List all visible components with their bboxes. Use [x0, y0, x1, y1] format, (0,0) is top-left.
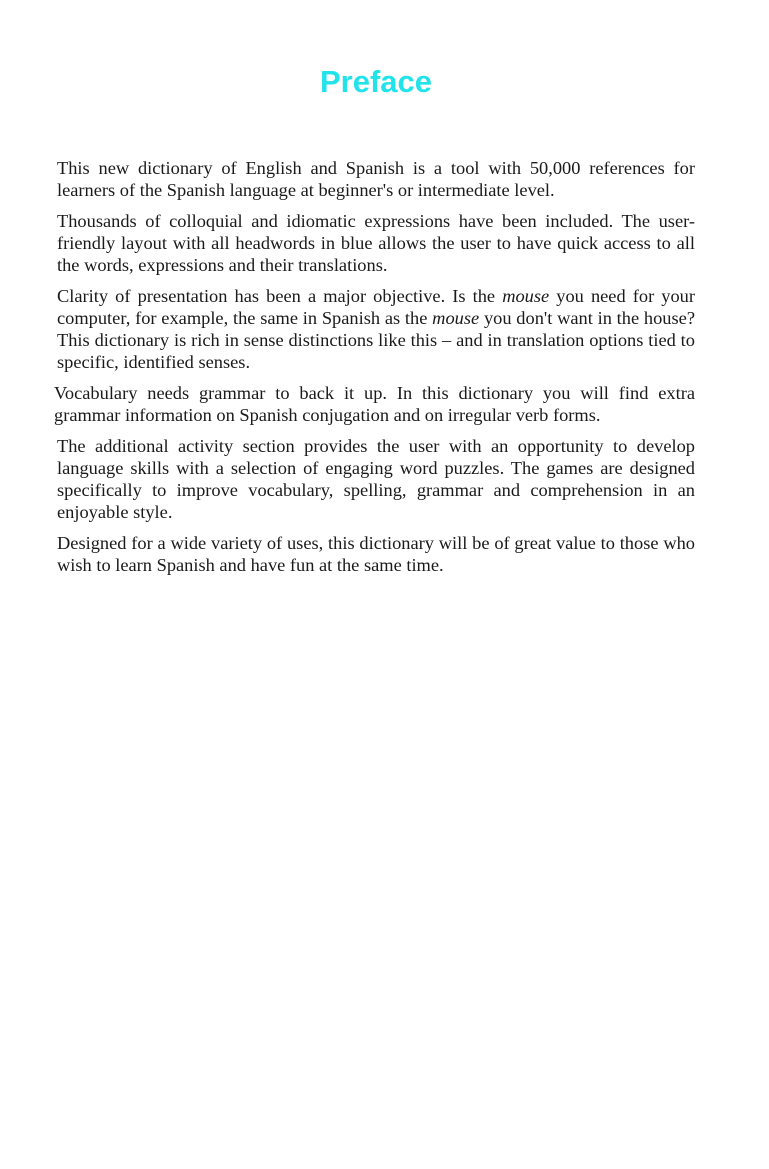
paragraph-1 — [57, 157, 695, 201]
paragraph-2 — [57, 210, 695, 276]
paragraph-6-text: Designed for a wide variety of uses, this dictionary will be of great value to those who wish to learn Spanish and have fun at the same time. — [57, 533, 695, 575]
paragraph-3-text-b: you need for your computer, for example, the same in Spanish as the — [57, 286, 695, 328]
paragraph-3 — [57, 285, 695, 373]
preface-body — [54, 157, 695, 585]
italic-term-mouse-2: mouse — [432, 308, 480, 328]
italic-term-mouse: mouse — [502, 286, 550, 306]
paragraph-4-text: Vocabulary needs grammar to back it up. In this dictionary you will find extra grammar information on Spanish conjugation and on irregular verb forms. — [54, 383, 695, 425]
paragraph-6 — [57, 532, 695, 576]
page-title: Preface — [319, 64, 433, 99]
paragraph-5-text: The additional activity section provides the user with an opportunity to develop language skills with a selection of engaging word puzzles. The games are designed specifically to improve vocabulary, spelling, grammar and comprehension in an enjoyable style. — [57, 436, 695, 522]
paragraph-1-text: This new dictionary of English and Spanish is a tool with 50,000 references for learners of the Spanish language at beginner's or intermediate level. — [57, 158, 695, 200]
paragraph-2-text: Thousands of colloquial and idiomatic expressions have been included. The user-friendly layout with all headwords in blue allows the user to have quick access to all the words, expressions and their translations. — [57, 211, 695, 275]
paragraph-5 — [57, 435, 695, 523]
paragraph-3-text-c: you don't want in the house? This dictionary is rich in sense distinctions like this – and in translation options tied to specific, identified senses. — [57, 308, 695, 372]
paragraph-4 — [54, 382, 695, 426]
paragraph-3-text-a: Clarity of presentation has been a major objective. Is the — [57, 286, 503, 306]
